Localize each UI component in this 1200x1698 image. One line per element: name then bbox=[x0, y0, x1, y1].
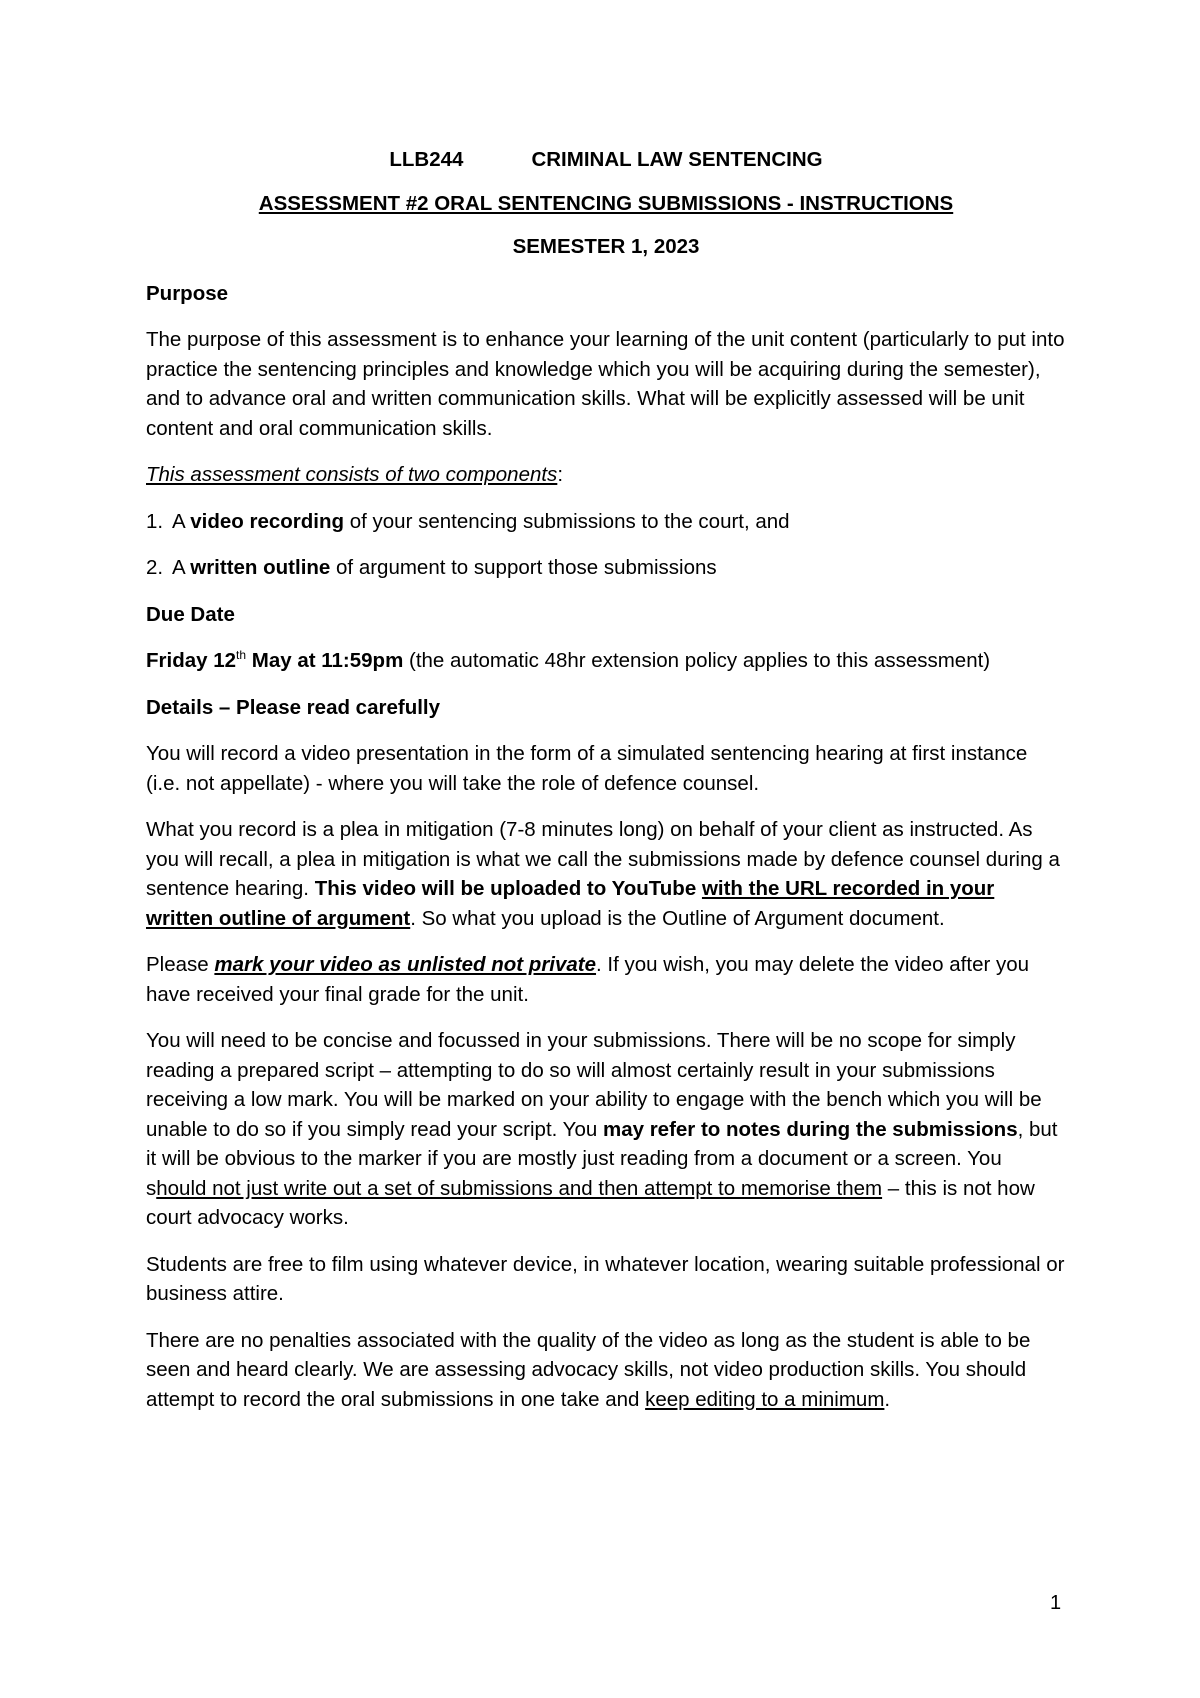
document-body bbox=[146, 145, 1066, 1431]
due-date-heading: Due Date bbox=[146, 602, 235, 626]
course-title-line bbox=[146, 145, 1066, 175]
paragraph-text: . bbox=[884, 1387, 891, 1411]
paragraph-text: You will need to be concise and focussed in your submissions. There will be no scope for simply reading a prepared script – attempting to do so will almost certainly result in your submissions receiving a low mark. You will be marked on your ability to engage with the bench which you will be unable to do so if you simply read your script. You bbox=[146, 1029, 1042, 1141]
details-paragraph-1: You will record a video presentation in the form of a simulated sentencing hearing at first instance (i.e. not appellate) - where you will take the role of defence counsel. bbox=[146, 742, 1028, 795]
details-paragraph-5: Students are free to film using whatever device, in whatever location, wearing suitable professional or business attire. bbox=[146, 1252, 1065, 1305]
components-intro-text: This assessment consists of two components bbox=[146, 463, 558, 486]
youtube-upload-text: This video will be uploaded to YouTube bbox=[314, 877, 702, 900]
list-text: of your sentencing submissions to the court, and bbox=[344, 509, 790, 533]
url-recorded-text: with the URL recorded in your written outline of argument bbox=[146, 877, 995, 930]
memorise-warning: hould not just write out a set of submissions and then attempt to memorise them bbox=[156, 1176, 883, 1200]
semester-line: SEMESTER 1, 2023 bbox=[512, 235, 700, 258]
list-number: 1. bbox=[146, 509, 164, 533]
due-date-time: May at 11:59pm bbox=[246, 649, 404, 672]
page-number: 1 bbox=[1050, 1592, 1062, 1614]
list-text-bold: video recording bbox=[190, 509, 345, 533]
details-paragraph-2 bbox=[146, 815, 1066, 933]
due-date-day: Friday 12 bbox=[146, 649, 237, 672]
components-intro-colon: : bbox=[557, 463, 564, 486]
details-paragraph-6 bbox=[146, 1326, 1066, 1415]
paragraph-text: There are no penalties associated with the quality of the video as long as the student is able to be seen and heard clearly. We are assessing advocacy skills, not video production skills. You should attempt to record the oral submissions in one take and bbox=[146, 1328, 1031, 1411]
paragraph-text: Please bbox=[146, 953, 215, 976]
unlisted-instruction: mark your video as unlisted not private bbox=[214, 953, 597, 976]
list-item bbox=[146, 507, 1066, 537]
purpose-paragraph: The purpose of this assessment is to enhance your learning of the unit content (particularly to put into practice the sentencing principles and knowledge which you will be acquiring during the semester), and to advance oral and written communication skills. What will be explicitly assessed will be unit content and oral communication skills. bbox=[146, 328, 1065, 440]
details-heading: Details – Please read carefully bbox=[146, 695, 441, 719]
due-date-paragraph bbox=[146, 646, 1066, 676]
list-text: A bbox=[172, 556, 191, 579]
list-text: of argument to support those submissions bbox=[330, 556, 717, 579]
course-name: CRIMINAL LAW SENTENCING bbox=[531, 148, 823, 171]
paragraph-text: , but it will be obvious to the marker if you are mostly just reading from a document or a screen. You s bbox=[146, 1117, 1058, 1200]
components-intro bbox=[146, 460, 1066, 490]
list-number: 2. bbox=[146, 556, 164, 579]
list-text-bold: written outline bbox=[190, 556, 331, 579]
due-date-ordinal: th bbox=[236, 648, 247, 662]
paragraph-text: . If you wish, you may delete the video after you have received your final grade for the unit. bbox=[146, 953, 1030, 1006]
editing-minimum-text: keep editing to a minimum bbox=[645, 1387, 885, 1411]
paragraph-text: – this is not how court advocacy works. bbox=[146, 1176, 1035, 1229]
assessment-title: ASSESSMENT #2 ORAL SENTENCING SUBMISSIONS - INSTRUCTIONS bbox=[258, 191, 954, 215]
paragraph-text: What you record is a plea in mitigation (7-8 minutes long) on behalf of your client as instructed. As you will recall, a plea in mitigation is what we call the submissions made by defence counsel during a sentence hearing. bbox=[146, 818, 1060, 900]
paragraph-text: . So what you upload is the Outline of Argument document. bbox=[410, 906, 945, 930]
notes-allowed-text: may refer to notes during the submissions bbox=[602, 1117, 1018, 1141]
list-text: A bbox=[172, 509, 191, 533]
due-date-note: (the automatic 48hr extension policy applies to this assessment) bbox=[403, 649, 991, 672]
course-code: LLB244 bbox=[389, 148, 464, 171]
purpose-heading: Purpose bbox=[146, 281, 229, 305]
details-paragraph-3 bbox=[146, 950, 1066, 1009]
list-item bbox=[146, 553, 1066, 583]
details-paragraph-4 bbox=[146, 1026, 1066, 1233]
